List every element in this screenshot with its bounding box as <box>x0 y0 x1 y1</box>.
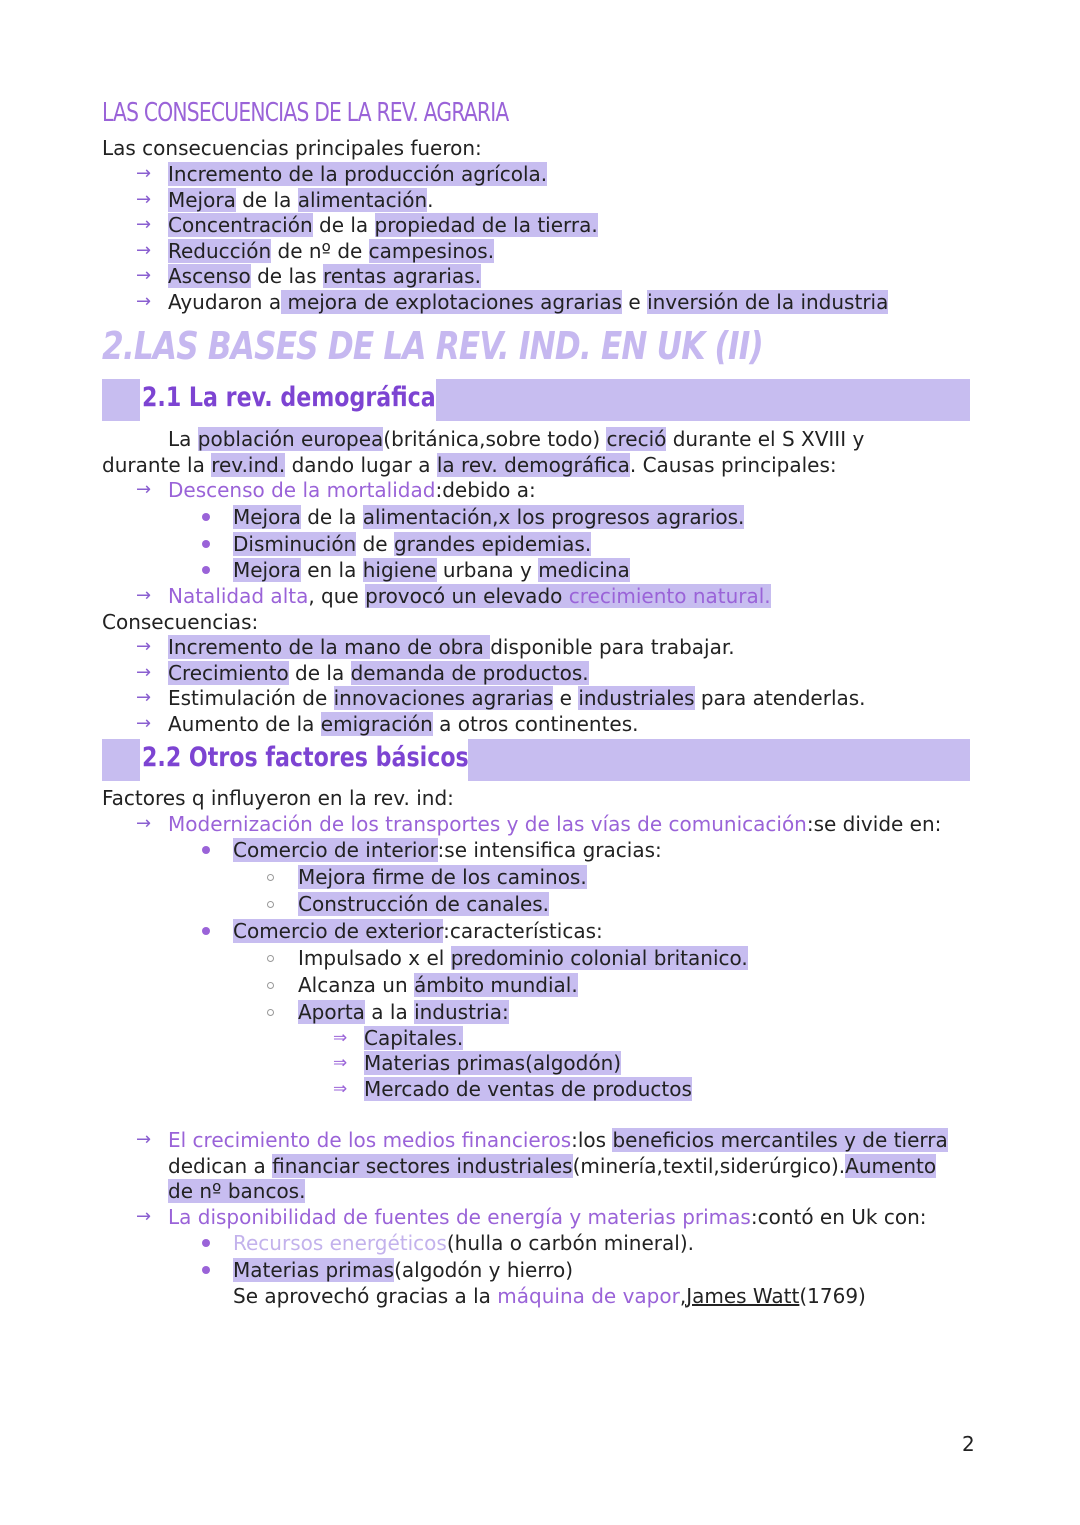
list-item: Mejora de la alimentación,x los progresos agrarios. <box>233 505 745 529</box>
list-item: Mercado de ventas de productos <box>364 1077 692 1101</box>
double-arrow-icon: ⇒ <box>333 1053 348 1073</box>
circle-bullet-icon <box>267 955 274 962</box>
list-item: Crecimiento de la demanda de productos. <box>168 661 589 685</box>
bullet-icon <box>202 846 210 854</box>
bullet-icon <box>202 566 210 574</box>
list-item: Recursos energéticos(hulla o carbón mineral). <box>233 1231 694 1255</box>
bullet-icon <box>202 540 210 548</box>
list-item: Mejora en la higiene urbana y medicina <box>233 558 630 582</box>
circle-bullet-icon <box>267 982 274 989</box>
arrow-icon: → <box>136 687 152 708</box>
paragraph-line: de nº bancos. <box>168 1179 306 1203</box>
list-item: Estimulación de innovaciones agrarias e industriales para atenderlas. <box>168 686 866 710</box>
list-item: Materias primas(algodón y hierro) <box>233 1258 574 1282</box>
arrow-icon: → <box>136 662 152 683</box>
list-item: Disminución de grandes epidemias. <box>233 532 592 556</box>
section-title-21: 2.1 La rev. demográfica <box>142 382 436 413</box>
list-item: Alcanza un ámbito mundial. <box>298 973 578 997</box>
arrow-icon: → <box>136 265 152 286</box>
list-item: Natalidad alta, que provocó un elevado crecimiento natural. <box>168 584 771 608</box>
double-arrow-icon: ⇒ <box>333 1079 348 1099</box>
list-item: Incremento de la mano de obra disponible para trabajar. <box>168 635 735 659</box>
paragraph-line: durante la rev.ind. dando lugar a la rev. demográfica. Causas principales: <box>102 453 837 477</box>
bullet-icon <box>202 927 210 935</box>
paragraph-line: La población europea(británica,sobre todo) creció durante el S XVIII y <box>168 427 865 451</box>
arrow-icon: → <box>136 636 152 657</box>
consecuencias-intro: Las consecuencias principales fueron: <box>102 136 482 160</box>
bullet-icon <box>202 1239 210 1247</box>
bullet-icon <box>202 513 210 521</box>
page-number: 2 <box>962 1432 975 1456</box>
arrow-icon: → <box>136 813 152 834</box>
arrow-icon: → <box>136 1129 152 1150</box>
list-item: Aporta a la industria: <box>298 1000 509 1024</box>
bullet-icon <box>202 1266 210 1274</box>
list-item: El crecimiento de los medios financieros:los beneficios mercantiles y de tierra <box>168 1128 948 1152</box>
list-item: Descenso de la mortalidad:debido a: <box>168 478 536 502</box>
section-heading-consecuencias: LAS CONSECUENCIAS DE LA REV. AGRARIA <box>102 98 509 128</box>
list-item: Construcción de canales. <box>298 892 550 916</box>
double-arrow-icon: ⇒ <box>333 1028 348 1048</box>
consecuencias-label: Consecuencias: <box>102 610 259 634</box>
arrow-icon: → <box>136 585 152 606</box>
list-item: Incremento de la producción agrícola. <box>168 162 548 186</box>
list-item: Ascenso de las rentas agrarias. <box>168 264 481 288</box>
list-item: Capitales. <box>364 1026 464 1050</box>
list-item: Mejora de la alimentación. <box>168 188 434 212</box>
arrow-icon: → <box>136 214 152 235</box>
main-title: 2.LAS BASES DE LA REV. IND. EN UK (II) <box>102 324 763 368</box>
list-item: Comercio de exterior:características: <box>233 919 603 943</box>
paragraph-line: dedican a financiar sectores industriales(minería,textil,siderúrgico).Aumento <box>168 1154 937 1178</box>
section-title-22: 2.2 Otros factores básicos <box>142 742 469 773</box>
arrow-icon: → <box>136 713 152 734</box>
arrow-icon: → <box>136 240 152 261</box>
list-item: Aumento de la emigración a otros continentes. <box>168 712 639 736</box>
paragraph-line: Se aprovechó gracias a la máquina de vapor,James Watt(1769) <box>233 1284 866 1308</box>
arrow-icon: → <box>136 163 152 184</box>
list-item: Comercio de interior:se intensifica gracias: <box>233 838 662 862</box>
circle-bullet-icon <box>267 901 274 908</box>
list-item: Modernización de los transportes y de las vías de comunicación:se divide en: <box>168 812 942 836</box>
factores-intro: Factores q influyeron en la rev. ind: <box>102 786 454 810</box>
arrow-icon: → <box>136 479 152 500</box>
list-item: Reducción de nº de campesinos. <box>168 239 495 263</box>
circle-bullet-icon <box>267 874 274 881</box>
arrow-icon: → <box>136 291 152 312</box>
list-item: Ayudaron a mejora de explotaciones agrarias e inversión de la industria <box>168 290 889 314</box>
arrow-icon: → <box>136 189 152 210</box>
circle-bullet-icon <box>267 1009 274 1016</box>
list-item: Impulsado x el predominio colonial britanico. <box>298 946 748 970</box>
list-item: Concentración de la propiedad de la tierra. <box>168 213 598 237</box>
list-item: La disponibilidad de fuentes de energía y materias primas:contó en Uk con: <box>168 1205 927 1229</box>
list-item: Mejora firme de los caminos. <box>298 865 587 889</box>
list-item: Materias primas(algodón) <box>364 1051 622 1075</box>
arrow-icon: → <box>136 1206 152 1227</box>
